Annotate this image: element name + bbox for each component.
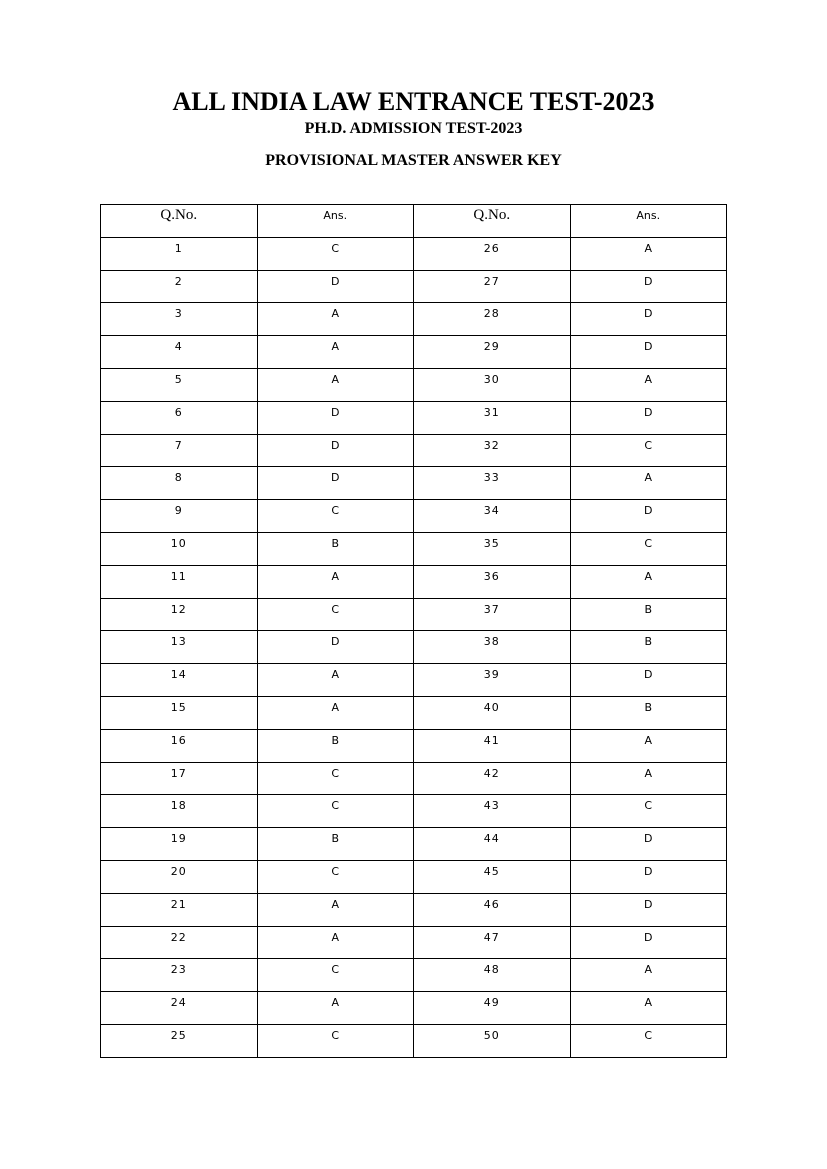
answer: D xyxy=(570,303,727,336)
table-row xyxy=(101,270,727,303)
question-number: 7 xyxy=(101,434,258,467)
table-row xyxy=(101,664,727,697)
question-number: 12 xyxy=(101,598,258,631)
question-number: 9 xyxy=(101,500,258,533)
answer: A xyxy=(257,893,414,926)
question-number: 35 xyxy=(414,532,571,565)
answer: D xyxy=(570,926,727,959)
table-row xyxy=(101,237,727,270)
table-row xyxy=(101,893,727,926)
answer: A xyxy=(570,467,727,500)
question-number: 28 xyxy=(414,303,571,336)
column-header-question-1: Q.No. xyxy=(101,205,258,238)
question-number: 41 xyxy=(414,729,571,762)
table-row xyxy=(101,532,727,565)
answer: D xyxy=(570,401,727,434)
document-title: ALL INDIA LAW ENTRANCE TEST-2023 xyxy=(172,87,655,116)
answer: D xyxy=(570,664,727,697)
question-number: 6 xyxy=(101,401,258,434)
answer: A xyxy=(570,565,727,598)
question-number: 13 xyxy=(101,631,258,664)
question-number: 40 xyxy=(414,696,571,729)
table-row xyxy=(101,631,727,664)
table-row xyxy=(101,729,727,762)
question-number: 47 xyxy=(414,926,571,959)
question-number: 31 xyxy=(414,401,571,434)
answer: A xyxy=(257,696,414,729)
answer: A xyxy=(570,762,727,795)
question-number: 19 xyxy=(101,828,258,861)
question-number: 21 xyxy=(101,893,258,926)
answer: A xyxy=(257,336,414,369)
answer: C xyxy=(257,237,414,270)
question-number: 8 xyxy=(101,467,258,500)
question-number: 20 xyxy=(101,860,258,893)
question-number: 25 xyxy=(101,1024,258,1057)
question-number: 38 xyxy=(414,631,571,664)
question-number: 22 xyxy=(101,926,258,959)
answer: C xyxy=(257,500,414,533)
question-number: 4 xyxy=(101,336,258,369)
question-number: 44 xyxy=(414,828,571,861)
answer: D xyxy=(257,270,414,303)
answer: B xyxy=(257,729,414,762)
question-number: 43 xyxy=(414,795,571,828)
answer: C xyxy=(257,795,414,828)
table-row xyxy=(101,860,727,893)
question-number: 26 xyxy=(414,237,571,270)
answer: D xyxy=(257,631,414,664)
answer: D xyxy=(257,434,414,467)
answer: C xyxy=(570,795,727,828)
answer: C xyxy=(257,860,414,893)
answer: D xyxy=(257,467,414,500)
answer: C xyxy=(570,532,727,565)
answer: D xyxy=(570,270,727,303)
table-row xyxy=(101,467,727,500)
answer: B xyxy=(570,631,727,664)
question-number: 23 xyxy=(101,959,258,992)
question-number: 5 xyxy=(101,368,258,401)
answer: A xyxy=(570,959,727,992)
answer: C xyxy=(257,598,414,631)
question-number: 27 xyxy=(414,270,571,303)
answer: C xyxy=(257,1024,414,1057)
question-number: 18 xyxy=(101,795,258,828)
column-header-answer-2: Ans. xyxy=(570,205,727,238)
table-row xyxy=(101,434,727,467)
question-number: 32 xyxy=(414,434,571,467)
column-header-answer-1: Ans. xyxy=(257,205,414,238)
question-number: 11 xyxy=(101,565,258,598)
table-row xyxy=(101,795,727,828)
answer-key-heading: PROVISIONAL MASTER ANSWER KEY xyxy=(265,152,562,169)
answer: A xyxy=(257,992,414,1025)
answer: A xyxy=(570,729,727,762)
answer: A xyxy=(257,565,414,598)
table-row xyxy=(101,598,727,631)
answer: D xyxy=(570,500,727,533)
table-row xyxy=(101,303,727,336)
question-number: 17 xyxy=(101,762,258,795)
answer: A xyxy=(570,992,727,1025)
question-number: 14 xyxy=(101,664,258,697)
question-number: 36 xyxy=(414,565,571,598)
question-number: 50 xyxy=(414,1024,571,1057)
question-number: 33 xyxy=(414,467,571,500)
question-number: 16 xyxy=(101,729,258,762)
table-row xyxy=(101,500,727,533)
question-number: 46 xyxy=(414,893,571,926)
answer: A xyxy=(257,664,414,697)
table-row xyxy=(101,992,727,1025)
answer: C xyxy=(257,959,414,992)
answer: A xyxy=(257,368,414,401)
answer: A xyxy=(570,237,727,270)
question-number: 1 xyxy=(101,237,258,270)
answer: C xyxy=(570,1024,727,1057)
answer: A xyxy=(257,303,414,336)
answer: C xyxy=(570,434,727,467)
table-row xyxy=(101,336,727,369)
question-number: 30 xyxy=(414,368,571,401)
question-number: 2 xyxy=(101,270,258,303)
answer: A xyxy=(257,926,414,959)
answer: D xyxy=(570,860,727,893)
table-row xyxy=(101,401,727,434)
question-number: 34 xyxy=(414,500,571,533)
answer: C xyxy=(257,762,414,795)
question-number: 24 xyxy=(101,992,258,1025)
answer-key-table xyxy=(100,204,727,1058)
question-number: 10 xyxy=(101,532,258,565)
table-row xyxy=(101,368,727,401)
question-number: 42 xyxy=(414,762,571,795)
question-number: 29 xyxy=(414,336,571,369)
answer: B xyxy=(570,696,727,729)
table-row xyxy=(101,696,727,729)
question-number: 37 xyxy=(414,598,571,631)
question-number: 45 xyxy=(414,860,571,893)
answer: B xyxy=(570,598,727,631)
document-subtitle: PH.D. ADMISSION TEST-2023 xyxy=(304,120,523,137)
answer: B xyxy=(257,532,414,565)
question-number: 48 xyxy=(414,959,571,992)
answer: D xyxy=(570,336,727,369)
question-number: 15 xyxy=(101,696,258,729)
answer: D xyxy=(570,893,727,926)
question-number: 3 xyxy=(101,303,258,336)
question-number: 39 xyxy=(414,664,571,697)
table-row xyxy=(101,1024,727,1057)
table-row xyxy=(101,565,727,598)
answer: B xyxy=(257,828,414,861)
table-row xyxy=(101,959,727,992)
table-row xyxy=(101,762,727,795)
answer-key-body xyxy=(101,237,727,1057)
answer: D xyxy=(570,828,727,861)
answer: A xyxy=(570,368,727,401)
column-header-question-2: Q.No. xyxy=(414,205,571,238)
table-header-row xyxy=(101,205,727,238)
table-row xyxy=(101,828,727,861)
question-number: 49 xyxy=(414,992,571,1025)
answer: D xyxy=(257,401,414,434)
table-row xyxy=(101,926,727,959)
